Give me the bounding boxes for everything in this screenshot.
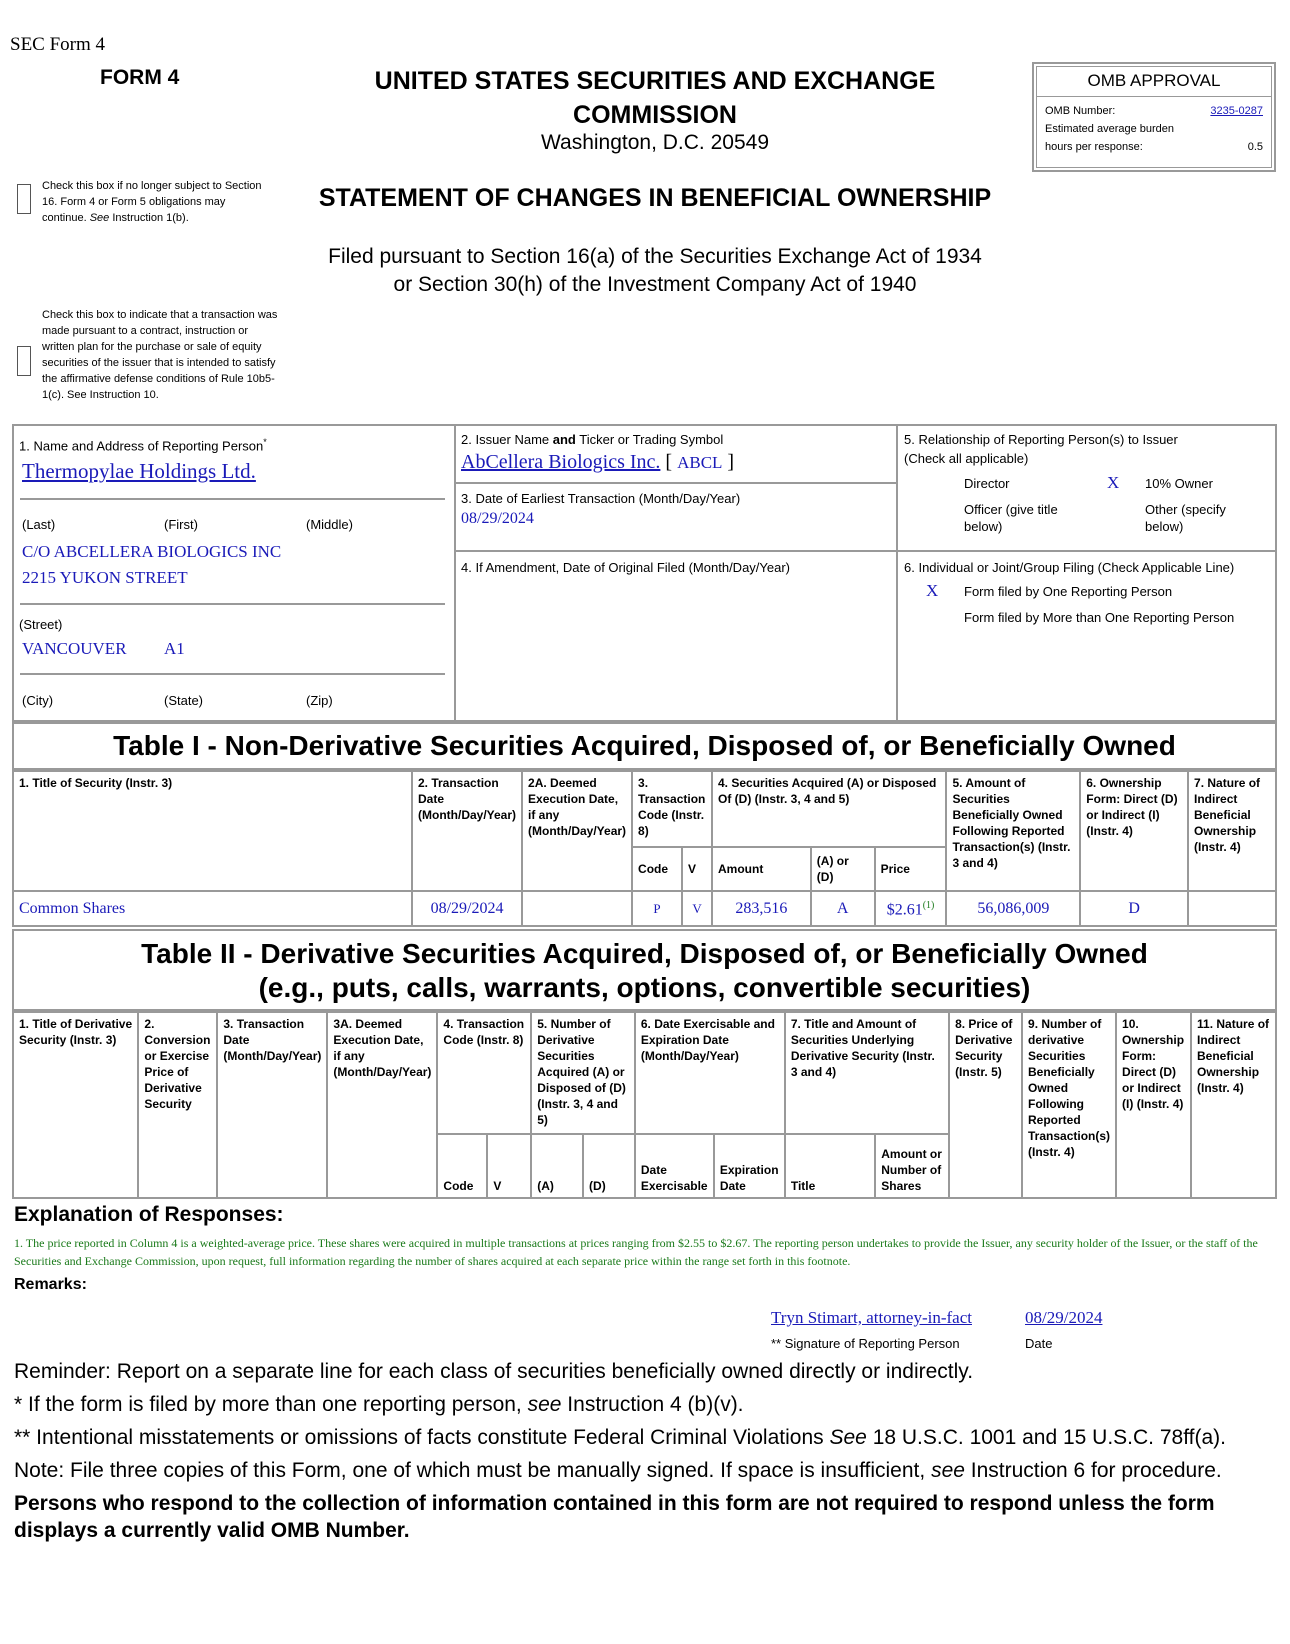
table1 bbox=[12, 770, 1277, 927]
signature-name-link[interactable]: Tryn Stimart, attorney-in-fact bbox=[771, 1308, 972, 1327]
misstatement-note: ** Intentional misstatements or omissions of facts constitute Federal Criminal Violations See 18 U.S.C. 1001 and 15 U.S.C. 78ff(a). bbox=[14, 1426, 1227, 1449]
multi-person-label: Form filed by More than One Reporting Person bbox=[964, 610, 1235, 625]
t2-sub-a: (A) bbox=[531, 1134, 583, 1198]
t1-sub-aord: (A) or (D) bbox=[811, 847, 875, 891]
street-line1: C/O ABCELLERA BIOLOGICS INC bbox=[22, 542, 282, 561]
t1-header-deemed: 2A. Deemed Execution Date, if any (Month/Day/Year) bbox=[522, 771, 632, 891]
t1-header-code: 3. Transaction Code (Instr. 8) bbox=[632, 771, 712, 847]
t2-header-owned: 9. Number of derivative Securities Beneficially Owned Following Reported Transaction(s) (Instr. 4) bbox=[1022, 1012, 1116, 1198]
t1-row-form: D bbox=[1080, 891, 1188, 926]
section16-checkbox[interactable] bbox=[17, 184, 31, 214]
relationship-label: 5. Relationship of Reporting Person(s) to Issuer bbox=[904, 432, 1178, 447]
t1-header-owned: 5. Amount of Securities Beneficially Owned Following Reported Transaction(s) (Instr. 3 and 4) bbox=[946, 771, 1080, 891]
ten-percent-owner-mark: X bbox=[1107, 473, 1120, 492]
t1-header-date: 2. Transaction Date (Month/Day/Year) bbox=[412, 771, 522, 891]
one-person-mark: X bbox=[926, 581, 939, 600]
t2-header-code: 4. Transaction Code (Instr. 8) bbox=[437, 1012, 531, 1134]
signature-date-link[interactable]: 08/29/2024 bbox=[1025, 1308, 1103, 1327]
t2-header-title: 1. Title of Derivative Security (Instr. 3) bbox=[13, 1012, 138, 1198]
filed-pursuant: Filed pursuant to Section 16(a) of the Securities Exchange Act of 1934 or Section 30(h) of the Investment Company Act of 1940 bbox=[328, 245, 982, 296]
t2-sub-code: Code bbox=[437, 1134, 487, 1198]
city-value: VANCOUVER bbox=[22, 639, 127, 658]
omb-notice: Persons who respond to the collection of information contained in this form are not required to respond unless the form displays a currently valid OMB Number. bbox=[14, 1492, 1215, 1542]
multiple-person-note: * If the form is filed by more than one reporting person, see Instruction 4 (b)(v). bbox=[14, 1393, 744, 1416]
earliest-date-label: 3. Date of Earliest Transaction (Month/Day/Year) bbox=[461, 491, 741, 506]
ticker-symbol: ABCL bbox=[677, 453, 723, 472]
t1-sub-price: Price bbox=[875, 847, 947, 891]
t1-sub-amount: Amount bbox=[712, 847, 811, 891]
reporting-person-label: 1. Name and Address of Reporting Person* bbox=[19, 437, 267, 454]
t2-header-conversion: 2. Conversion or Exercise Price of Derivative Security bbox=[138, 1012, 217, 1198]
table2-title-box bbox=[12, 929, 1277, 1011]
table2 bbox=[12, 1011, 1277, 1199]
t2-header-nature: 11. Nature of Indirect Beneficial Ownership (Instr. 4) bbox=[1191, 1012, 1276, 1198]
omb-hours-label: hours per response: bbox=[1045, 141, 1143, 153]
t1-header-form: 6. Ownership Form: Direct (D) or Indirect (I) (Instr. 4) bbox=[1080, 771, 1188, 891]
t1-sub-v: V bbox=[682, 847, 712, 891]
agency-location: Washington, D.C. 20549 bbox=[540, 131, 770, 154]
reporting-person-name-link[interactable]: Thermopylae Holdings Ltd. bbox=[22, 459, 256, 483]
omb-title: OMB APPROVAL bbox=[1037, 67, 1271, 97]
sec-form-label: SEC Form 4 bbox=[10, 34, 106, 55]
t2-header-underlying: 7. Title and Amount of Securities Underlying Derivative Security (Instr. 3 and 4) bbox=[785, 1012, 949, 1134]
t1-row-owned: 56,086,009 bbox=[946, 891, 1080, 926]
t2-sub-v: V bbox=[487, 1134, 531, 1198]
rule10b5-text: Check this box to indicate that a transaction was made pursuant to a contract, instruction or written plan for the purchase or sale of equity securities of the issuer that is intended to satisfy the affirmative defense conditions of Rule 10b5-1(c). See Instruction 10. bbox=[42, 309, 278, 401]
agency-name: UNITED STATES SECURITIES AND EXCHANGE COMMISSION bbox=[374, 67, 936, 129]
t2-header-deemed: 3A. Deemed Execution Date, if any (Month/Day/Year) bbox=[327, 1012, 437, 1198]
table-row bbox=[13, 891, 1276, 926]
footer bbox=[14, 1358, 1274, 1544]
issuer-name-row: AbCellera Biologics Inc. [ ABCL ] bbox=[461, 451, 735, 473]
street-label: (Street) bbox=[19, 617, 63, 632]
t1-header-securities: 4. Securities Acquired (A) or Disposed Of (D) (Instr. 3, 4 and 5) bbox=[712, 771, 946, 847]
middle-label: (Middle) bbox=[306, 517, 353, 532]
explanation-heading: Explanation of Responses: bbox=[14, 1203, 284, 1226]
one-person-label: Form filed by One Reporting Person bbox=[964, 584, 1173, 599]
omb-number-label: OMB Number: bbox=[1045, 105, 1116, 117]
t1-row-deemed bbox=[522, 891, 632, 926]
form-title: STATEMENT OF CHANGES IN BENEFICIAL OWNERSHIP bbox=[318, 184, 992, 212]
copies-note: Note: File three copies of this Form, one of which must be manually signed. If space is insufficient, see Instruction 6 for procedure. bbox=[14, 1459, 1222, 1482]
state-label: (State) bbox=[164, 693, 204, 708]
t1-row-price: $2.61$^{(1)}$ bbox=[875, 891, 947, 926]
zip-label: (Zip) bbox=[306, 693, 333, 708]
footnote-ref: (1) bbox=[922, 900, 935, 912]
signature-label: ** Signature of Reporting Person bbox=[771, 1336, 960, 1351]
t2-header-date: 3. Transaction Date (Month/Day/Year) bbox=[217, 1012, 327, 1198]
t2-header-number: 5. Number of Derivative Securities Acquired (A) or Disposed of (D) (Instr. 3, 4 and 5) bbox=[531, 1012, 635, 1134]
t1-row-title: Common Shares bbox=[13, 891, 412, 926]
amendment-label: 4. If Amendment, Date of Original Filed (Month/Day/Year) bbox=[461, 560, 791, 575]
remarks-label: Remarks: bbox=[14, 1276, 87, 1293]
issuer-label: 2. Issuer Name and Ticker or Trading Symbol bbox=[461, 432, 724, 447]
footnote-1: 1. The price reported in Column 4 is a weighted-average price. These shares were acquired in multiple transactions at prices ranging from $2.55 to $2.67. The reporting person undertakes to provide the Issuer, any security holder of the Issuer, or the staff of the Securities and Exchange Commission, upon request, full information regarding the number of shares acquired at each separate price within the range set forth in this footnote. bbox=[14, 1236, 1258, 1268]
earliest-date-value: 08/29/2024 bbox=[461, 510, 534, 527]
t1-row-amount: 283,516 bbox=[712, 891, 811, 926]
omb-number-link[interactable]: 3235-0287 bbox=[1210, 105, 1263, 117]
table2-title: Table II - Derivative Securities Acquired, Disposed of, or Beneficially Owned (e.g., puts, calls, warrants, options, convertible securities) bbox=[141, 938, 1148, 1003]
first-label: (First) bbox=[164, 517, 198, 532]
t2-header-price: 8. Price of Derivative Security (Instr. 5) bbox=[949, 1012, 1022, 1198]
t2-sub-date-ex: Date Exercisable bbox=[635, 1134, 714, 1198]
t1-row-aord: A bbox=[811, 891, 875, 926]
t1-header-nature: 7. Nature of Indirect Beneficial Ownership (Instr. 4) bbox=[1188, 771, 1276, 891]
t2-sub-title: Title bbox=[785, 1134, 875, 1198]
other-label: Other (specify below) bbox=[1145, 502, 1226, 534]
t2-header-form: 10. Ownership Form: Direct (D) or Indirect (I) (Instr. 4) bbox=[1116, 1012, 1191, 1198]
officer-label: Officer (give title below) bbox=[964, 502, 1058, 534]
t2-sub-d: (D) bbox=[583, 1134, 635, 1198]
rule10b5-checkbox[interactable] bbox=[17, 346, 31, 376]
street-line2: 2215 YUKON STREET bbox=[22, 568, 188, 587]
date-label: Date bbox=[1025, 1336, 1053, 1351]
ten-percent-owner-label: 10% Owner bbox=[1145, 476, 1213, 491]
table1-title-box bbox=[12, 722, 1277, 770]
omb-hours-value: 0.5 bbox=[1247, 141, 1263, 153]
t1-sub-code: Code bbox=[632, 847, 682, 891]
t2-header-exercisable: 6. Date Exercisable and Expiration Date (Month/Day/Year) bbox=[635, 1012, 785, 1134]
t1-row-v: V bbox=[682, 891, 712, 926]
t1-row-code: P bbox=[632, 891, 682, 926]
relationship-sub: (Check all applicable) bbox=[904, 451, 1029, 466]
section16-text: Check this box if no longer subject to Section 16. Form 4 or Form 5 obligations may continue. See Instruction 1(b). bbox=[42, 180, 262, 224]
t2-sub-amount: Amount or Number of Shares bbox=[875, 1134, 949, 1198]
filing-label: 6. Individual or Joint/Group Filing (Check Applicable Line) bbox=[904, 560, 1235, 575]
state-value: A1 bbox=[164, 639, 185, 658]
omb-approval-box bbox=[1032, 62, 1276, 172]
form-number: FORM 4 bbox=[100, 66, 180, 89]
table1-title: Table I - Non-Derivative Securities Acquired, Disposed of, or Beneficially Owned bbox=[113, 730, 1176, 761]
issuer-name-link[interactable]: AbCellera Biologics Inc. bbox=[461, 451, 661, 473]
omb-burden-label: Estimated average burden bbox=[1045, 123, 1175, 135]
t1-row-nature bbox=[1188, 891, 1276, 926]
director-label: Director bbox=[964, 476, 1010, 491]
t1-header-title: 1. Title of Security (Instr. 3) bbox=[13, 771, 412, 891]
t2-sub-exp: Expiration Date bbox=[714, 1134, 785, 1198]
reminder-text: Reminder: Report on a separate line for each class of securities beneficially owned directly or indirectly. bbox=[14, 1360, 974, 1383]
t1-row-date: 08/29/2024 bbox=[412, 891, 522, 926]
last-label: (Last) bbox=[22, 517, 56, 532]
city-label: (City) bbox=[22, 693, 54, 708]
